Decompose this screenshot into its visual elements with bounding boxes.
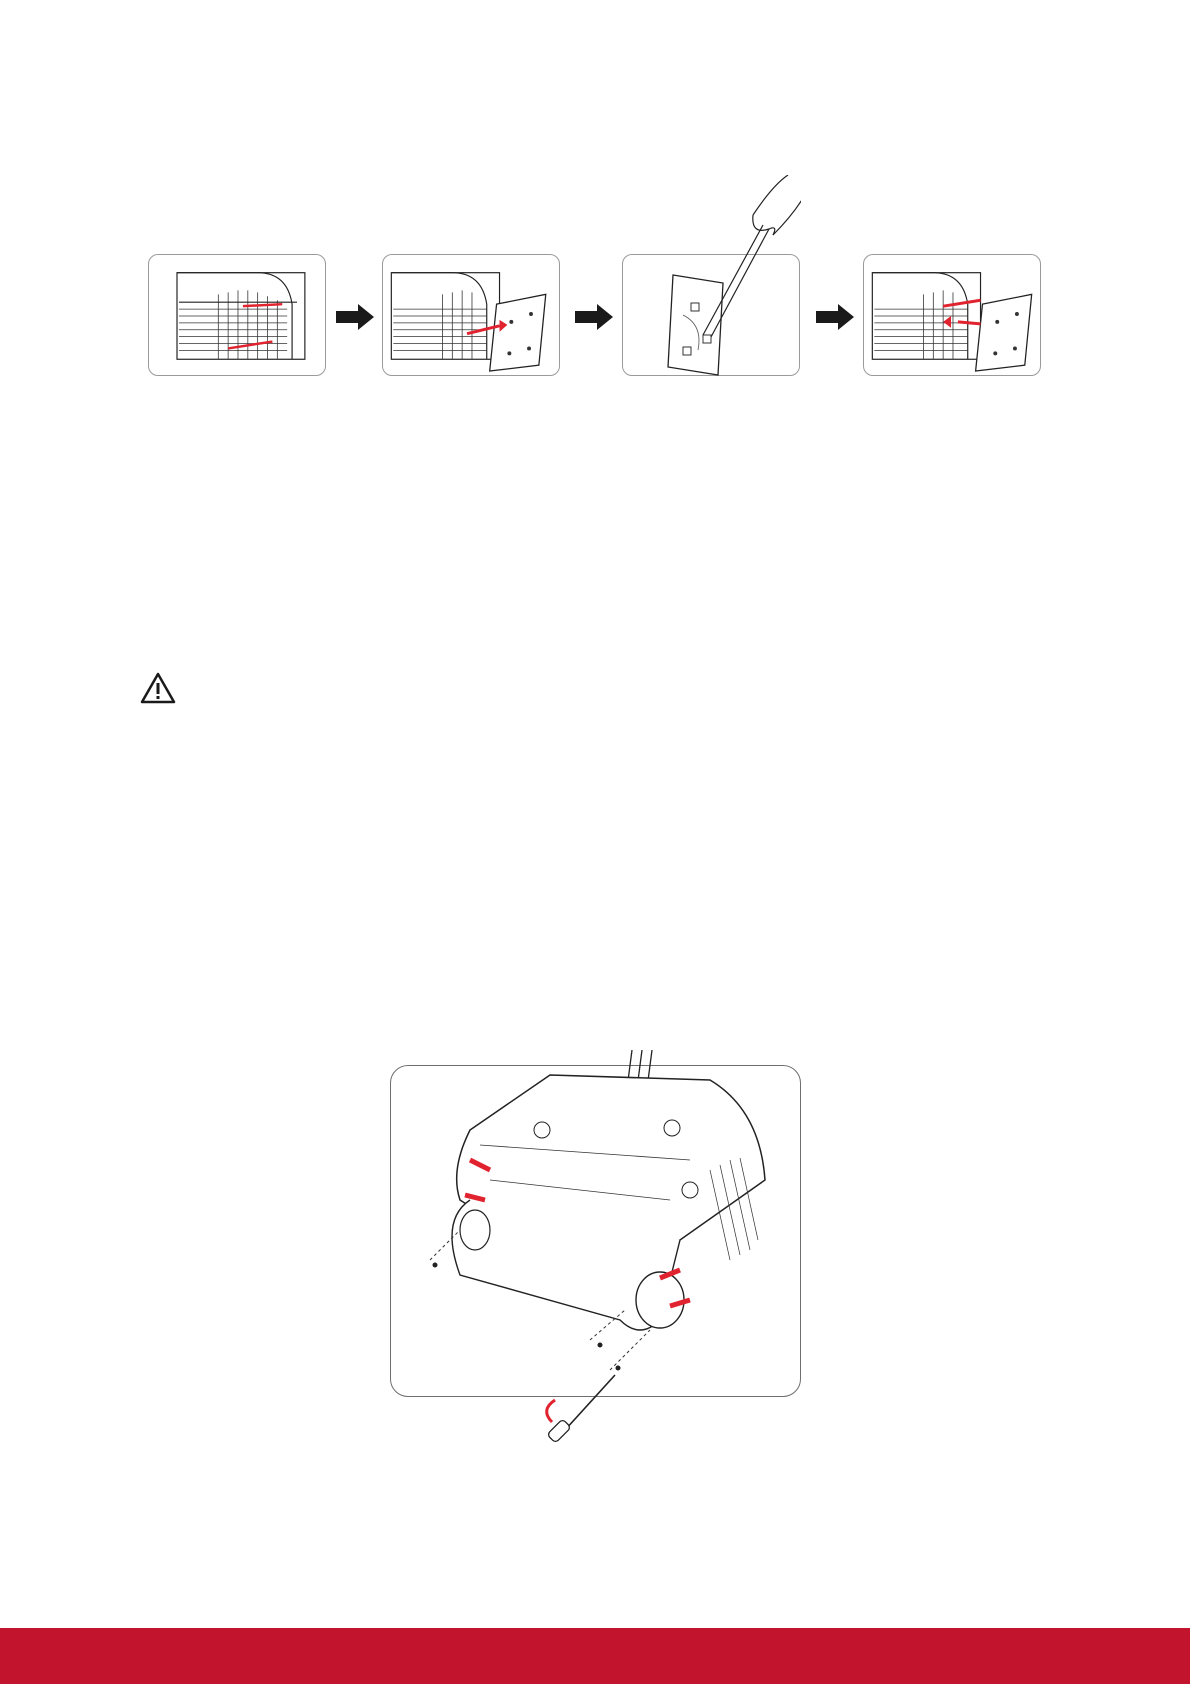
- filter-step-3-illustration: [623, 175, 801, 377]
- rotate-arrow-icon: [547, 1400, 555, 1422]
- filter-step-4-panel: [863, 254, 1041, 376]
- right-arrow-icon: [575, 304, 613, 330]
- filter-step-2-illustration: [383, 255, 559, 375]
- right-arrow-icon: [336, 304, 374, 330]
- filter-step-1-panel: [148, 254, 326, 376]
- right-arrow-icon: [816, 304, 854, 330]
- filter-step-3-panel: [622, 254, 800, 376]
- filter-step-4-illustration: [864, 255, 1040, 375]
- filter-step-1-illustration: [149, 255, 325, 375]
- ceiling-mount-illustration: [390, 1050, 801, 1460]
- footer-bar: [0, 1628, 1190, 1684]
- filter-step-2-panel: [382, 254, 560, 376]
- warning-triangle-icon: [140, 672, 176, 704]
